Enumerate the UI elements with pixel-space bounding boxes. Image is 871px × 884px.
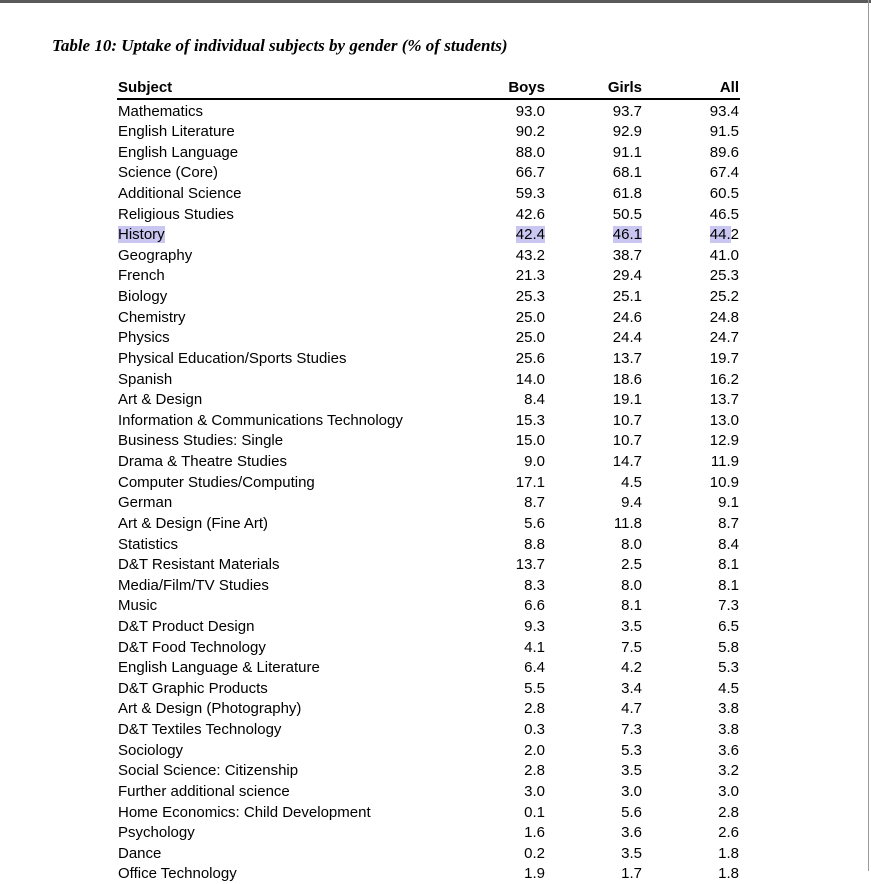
- cell-girls: 24.6: [612, 308, 642, 326]
- cell-boys: 8.3: [524, 576, 545, 594]
- cell-subject: Music: [118, 597, 158, 615]
- cell-girls: 3.0: [621, 782, 642, 800]
- cell-all: 11.9: [710, 453, 739, 471]
- cell-boys: 8.8: [524, 535, 545, 553]
- cell-girls: 14.7: [612, 453, 642, 471]
- cell-boys: 13.7: [515, 556, 545, 574]
- page-right-border: [868, 0, 869, 871]
- cell-subject: Spanish: [118, 370, 173, 388]
- cell-boys: 93.0: [515, 102, 545, 120]
- cell-subject: English Language: [118, 143, 239, 161]
- cell-girls: 4.5: [621, 473, 642, 491]
- cell-girls: 24.4: [612, 329, 642, 347]
- cell-girls: 11.8: [613, 514, 642, 532]
- cell-subject: Physics: [118, 329, 170, 347]
- cell-subject: Art & Design: [118, 391, 203, 409]
- table-row[interactable]: [117, 843, 740, 864]
- table-row[interactable]: [117, 162, 740, 183]
- table-row[interactable]: [117, 492, 740, 513]
- cell-all: 25.2: [709, 288, 739, 306]
- cell-boys: 42.4: [515, 226, 545, 244]
- cell-all: 8.1: [718, 576, 739, 594]
- cell-all: 93.4: [709, 102, 739, 120]
- table-row[interactable]: [117, 472, 740, 493]
- cell-all: 4.5: [718, 679, 739, 697]
- cell-all: 24.8: [709, 308, 739, 326]
- table-row[interactable]: [117, 183, 740, 204]
- cell-boys: 9.3: [524, 618, 545, 635]
- cell-all: 5.8: [718, 638, 739, 656]
- cell-boys: 5.5: [524, 679, 545, 697]
- cell-all: 5.3: [718, 659, 739, 677]
- cell-girls: 18.6: [612, 370, 642, 388]
- cell-subject: Mathematics: [118, 102, 204, 120]
- table-row[interactable]: [117, 760, 740, 781]
- table-row[interactable]: [117, 410, 740, 431]
- cell-girls: 10.7: [612, 432, 642, 450]
- cell-subject: Religious Studies: [118, 205, 234, 223]
- cell-girls: 7.5: [621, 638, 642, 656]
- cell-subject: Statistics: [118, 535, 179, 553]
- cell-subject: French: [118, 267, 165, 285]
- table-row[interactable]: [117, 101, 740, 122]
- cell-all: 10.9: [709, 473, 739, 491]
- table-row[interactable]: [117, 781, 740, 802]
- cell-boys: 21.3: [515, 267, 545, 285]
- table-row[interactable]: [117, 657, 740, 678]
- cell-girls: 5.6: [621, 803, 642, 821]
- cell-subject: D&T Food Technology: [118, 638, 266, 656]
- cell-girls: 1.7: [621, 865, 642, 883]
- cell-all: 25.3: [709, 267, 739, 285]
- cell-all: 19.7: [709, 349, 739, 367]
- cell-subject: Geography: [118, 246, 193, 264]
- table-row[interactable]: [117, 719, 740, 740]
- table-row[interactable]: [117, 595, 740, 616]
- table-row[interactable]: [117, 265, 740, 286]
- cell-subject: Sociology: [118, 741, 184, 759]
- table-row[interactable]: [117, 575, 740, 596]
- cell-girls: 13.7: [612, 349, 642, 367]
- cell-subject: Dance: [118, 844, 162, 862]
- cell-all: 3.0: [718, 782, 739, 800]
- cell-girls: 9.4: [621, 494, 642, 512]
- cell-girls: 8.0: [621, 576, 642, 594]
- table-row[interactable]: [117, 637, 740, 658]
- table-row[interactable]: [117, 204, 740, 225]
- cell-subject: Science (Core): [118, 164, 219, 182]
- cell-all: 13.7: [709, 391, 739, 409]
- cell-all: 12.9: [709, 432, 739, 450]
- cell-boys: 14.0: [515, 370, 545, 388]
- table-row[interactable]: [117, 554, 740, 575]
- cell-girls: 4.2: [621, 659, 642, 677]
- table-row[interactable]: [117, 245, 740, 266]
- cell-boys: 8.7: [524, 494, 545, 512]
- cell-subject: Further additional science: [118, 782, 290, 800]
- cell-boys: 0.2: [524, 844, 545, 862]
- cell-boys: 8.4: [524, 391, 545, 409]
- cell-subject: Home Economics: Child Development: [118, 803, 371, 821]
- cell-girls: 25.1: [612, 288, 642, 306]
- cell-subject: D&T Textiles Technology: [118, 721, 282, 739]
- cell-girls: 2.5: [621, 556, 642, 574]
- cell-boys: 17.1: [515, 473, 545, 491]
- cell-boys: 5.6: [524, 514, 545, 532]
- table-header-row: [117, 77, 740, 100]
- cell-boys: 0.1: [524, 803, 545, 821]
- cell-boys: 1.6: [524, 824, 545, 842]
- cell-all: 7.3: [718, 597, 739, 615]
- cell-girls: 3.6: [621, 824, 642, 842]
- cell-boys: 3.0: [524, 782, 545, 800]
- cell-girls: 68.1: [612, 164, 642, 182]
- cell-subject: Office Technology: [118, 865, 237, 883]
- cell-subject: Physical Education/Sports Studies: [118, 349, 347, 367]
- cell-boys: 2.0: [524, 741, 545, 759]
- cell-boys: 15.0: [515, 432, 545, 450]
- cell-girls: 61.8: [612, 184, 642, 202]
- cell-girls: 92.9: [612, 123, 642, 141]
- cell-all: 1.8: [718, 844, 739, 862]
- cell-all: 3.8: [718, 721, 739, 739]
- table-row[interactable]: [117, 616, 740, 637]
- cell-all: 60.5: [709, 184, 739, 202]
- cell-girls: 5.3: [621, 741, 642, 759]
- cell-boys: 43.2: [515, 246, 545, 264]
- cell-subject: Information & Communications Technology: [118, 411, 403, 429]
- table-row[interactable]: [117, 863, 740, 884]
- cell-boys: 2.8: [524, 762, 545, 780]
- cell-boys: 0.3: [524, 721, 545, 739]
- table-row[interactable]: [117, 142, 740, 163]
- cell-subject: Media/Film/TV Studies: [118, 576, 269, 594]
- cell-all: 2.6: [718, 824, 739, 842]
- cell-girls: 93.7: [612, 102, 642, 120]
- cell-subject: Drama & Theatre Studies: [118, 453, 287, 471]
- cell-subject: Social Science: Citizenship: [118, 762, 299, 780]
- cell-all: 8.4: [718, 535, 739, 553]
- cell-subject: English Language & Literature: [118, 659, 320, 677]
- table-row[interactable]: [117, 369, 740, 390]
- cell-boys: 25.0: [515, 329, 545, 347]
- cell-all: 46.5: [709, 205, 739, 223]
- cell-girls: 3.4: [621, 679, 642, 697]
- cell-girls: 3.5: [621, 762, 642, 780]
- cell-all: 16.2: [709, 370, 739, 388]
- table-row[interactable]: [117, 389, 740, 410]
- cell-girls: 3.5: [621, 844, 642, 862]
- cell-boys: 25.0: [515, 308, 545, 326]
- cell-boys: 4.1: [524, 638, 545, 656]
- cell-boys: 88.0: [515, 143, 545, 161]
- table-row[interactable]: [117, 513, 740, 534]
- cell-all: 41.0: [709, 246, 739, 264]
- cell-all: 6.5: [718, 618, 739, 635]
- page-top-border: [0, 0, 871, 3]
- cell-subject: Biology: [118, 288, 168, 306]
- cell-boys: 2.8: [524, 700, 545, 718]
- cell-girls: 50.5: [612, 205, 642, 223]
- cell-girls: 38.7: [612, 246, 642, 264]
- cell-all: 67.4: [709, 164, 739, 182]
- cell-girls: 3.5: [621, 618, 642, 635]
- cell-subject: Business Studies: Single: [118, 432, 284, 450]
- table-row[interactable]: [117, 286, 740, 307]
- cell-boys: 9.0: [524, 453, 545, 471]
- cell-boys: 90.2: [515, 123, 545, 141]
- cell-girls: 46.1: [612, 226, 642, 244]
- table-row[interactable]: [117, 121, 740, 142]
- cell-all: 24.7: [709, 329, 739, 347]
- cell-boys: 6.4: [524, 659, 545, 677]
- cell-all: 13.0: [709, 411, 739, 429]
- cell-boys: 59.3: [515, 184, 545, 202]
- table-row[interactable]: [117, 822, 740, 843]
- table-row[interactable]: [117, 224, 740, 245]
- cell-girls: 8.1: [621, 597, 642, 615]
- cell-all: 9.1: [718, 494, 739, 512]
- cell-girls: 7.3: [621, 721, 642, 739]
- cell-girls: 8.0: [621, 535, 642, 553]
- cell-subject: D&T Graphic Products: [118, 679, 268, 697]
- cell-girls: 10.7: [612, 411, 642, 429]
- cell-girls: 19.1: [612, 391, 642, 409]
- cell-boys: 15.3: [515, 411, 545, 429]
- table-row[interactable]: [117, 678, 740, 699]
- cell-subject: Psychology: [118, 824, 195, 842]
- cell-subject: Art & Design (Fine Art): [118, 514, 269, 532]
- cell-subject: Computer Studies/Computing: [118, 473, 315, 491]
- cell-subject: D&T Product Design: [118, 618, 255, 635]
- cell-subject: History: [118, 226, 165, 244]
- cell-all: 8.7: [718, 514, 739, 532]
- cell-subject: Additional Science: [118, 184, 242, 202]
- cell-subject: D&T Resistant Materials: [118, 556, 280, 574]
- header-all: All: [719, 79, 739, 96]
- cell-all: 3.8: [718, 700, 739, 718]
- cell-all: 91.5: [709, 123, 739, 141]
- table-caption: Table 10: Uptake of individual subjects by gender (% of students): [52, 36, 508, 55]
- cell-all: 2.8: [718, 803, 739, 821]
- cell-subject: German: [118, 494, 173, 512]
- header-boys: Boys: [508, 79, 545, 96]
- table-row[interactable]: [117, 740, 740, 761]
- cell-subject: Chemistry: [118, 308, 186, 326]
- header-subject: Subject: [118, 79, 173, 96]
- cell-boys: 6.6: [524, 597, 545, 615]
- cell-boys: 1.9: [524, 865, 545, 883]
- cell-boys: 42.6: [515, 205, 545, 223]
- table-row[interactable]: [117, 307, 740, 328]
- cell-girls: 29.4: [612, 267, 642, 285]
- cell-all: 3.2: [718, 762, 739, 780]
- cell-all: 8.1: [718, 556, 739, 574]
- table-row[interactable]: [117, 534, 740, 555]
- cell-all: 89.6: [709, 143, 739, 161]
- table-row[interactable]: [117, 348, 740, 369]
- cell-all: 3.6: [718, 741, 739, 759]
- table-row[interactable]: [117, 698, 740, 719]
- header-girls: Girls: [607, 79, 642, 96]
- cell-all: 1.8: [718, 865, 739, 883]
- table-row[interactable]: [117, 430, 740, 451]
- cell-boys: 66.7: [515, 164, 545, 182]
- cell-all: 44.2: [709, 226, 739, 244]
- table-row[interactable]: [117, 802, 740, 823]
- table-row[interactable]: [117, 327, 740, 348]
- cell-girls: 91.1: [612, 143, 642, 161]
- cell-girls: 4.7: [621, 700, 642, 718]
- cell-boys: 25.6: [515, 349, 545, 367]
- cell-boys: 25.3: [515, 288, 545, 306]
- cell-subject: Art & Design (Photography): [118, 700, 302, 718]
- table-row[interactable]: [117, 451, 740, 472]
- cell-subject: English Literature: [118, 123, 235, 141]
